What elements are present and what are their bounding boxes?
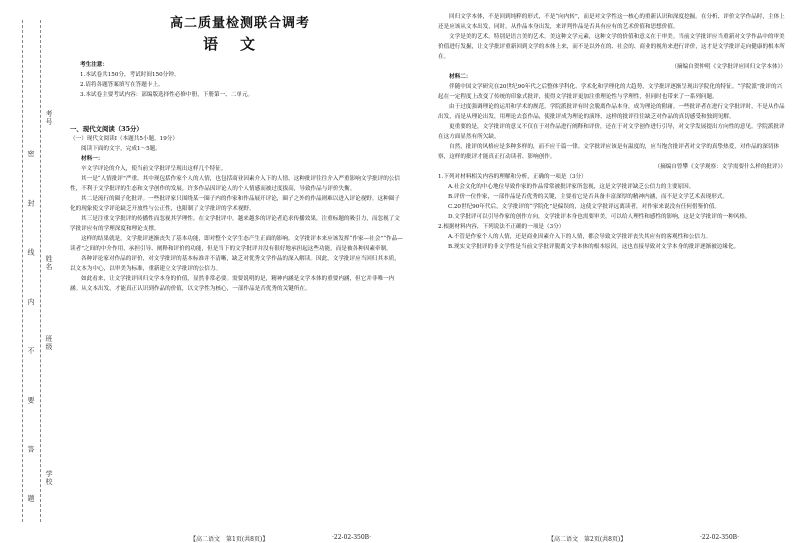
paragraph: 这样的结果就是，文学批评逐渐丧失了基本功能，即对整个文学生态产生正面的影响。文学批评本来应该发挥“作家—社会”“作品—读者”之间的中介作用，承担引导、阐释和评价的功能，但是当下的文学批评并没有很好地承担起这些功能，而是被各种因素牵制。 [70,236,403,252]
notice-block [80,60,400,100]
paragraph: 更重要的是，文学批评的意义不仅在于对作品进行阐释和评价，还在于对文学创作进行引导，对文学发展提出方向性的意见。学院派批评在这方面显然有所欠缺。 [438,124,785,140]
exam-code-footer: ·22-02-350B· [332,534,371,541]
notice-heading: 考生注意： [80,62,108,68]
section-heading: 一、现代文阅读（35分） [70,125,143,133]
instruction-text: 阅读下面的文字，完成1～5题。 [81,146,161,152]
left-page [70,0,410,542]
source-citation: （摘编自贺仲明《文学批评应回归文学本体》） [671,64,786,70]
question-1-option-b: B.评价一位作家，一部作品是否优秀的关键，主要看它是否具备丰富深厚的精神内涵，而不是文学艺术表现形式。 [448,194,728,200]
subsection-heading: （一）现代文阅读Ⅰ（本题共5小题，19分） [70,136,178,142]
paragraph: 其一是“人情批评”严重。其中现包括作家个人的人情，也包括商业因素介入下的人情。这种批评往往介入严重影响文学批评的公信性，不利于文学批评的生态和文学创作的发展。许多作品因评论人的个人情感而被过度拔高，导致作品与评价失衡。 [70,176,400,192]
question-1-option-c: C.20世纪90年代后，文学批评的“学院化”是偏误的，这使文学批评远离读者，对作家来说没有任何借鉴价值。 [448,204,720,210]
subject-title: 语文 [202,35,277,53]
source-citation: （摘编自曾攀《文学观察：文学需要什么样的批评》） [654,164,786,170]
seal-line-inner [40,20,41,522]
page-number-footer: 【高二语文 第1页(共8页)】 [190,536,269,543]
notice-item: 3.本试卷主要考试内容：部编版选择性必修中册，下册第一、二单元。 [80,92,254,98]
paragraph: 伴随中国文学研究在20世纪90年代之后整体学科化、学术化和学理化的大趋势，文学批评逐渐呈现出学院化的特征。“学院派”批评的兴起在一定程度上改变了传统的印象式批评，使得文学批评更加注重理论性与学理性，但同时也带来了一系列问题。 [438,84,783,100]
paragraph: 如此看来，让文学批评回归文学本身的价值，显然非常必要。需要说明的是，精神内涵是文学本体的重要内涵，但它并非唯一内涵。从文本出发，才能真正认识到作品的价值，以文学性为核心，一部作品是否优秀的关键所在。 [70,276,395,292]
notice-item: 2.请将各题答案填写在答题卡上。 [80,82,164,88]
page-number-footer: 【高二语文 第2页(共8页)】 [548,536,627,543]
paragraph: 文学是美的艺术，特别是语言美的艺术。美这种文学元素，这种文学的价值和意义在于审美。当前文学批评应当重新对文学作品中的审美价值进行发掘，让文学批评重新回到文学的本体上来，而不是以外在的、社会的、商业的视角来进行评价，这才是文学批评走向健康的根本所在。 [438,34,785,60]
question-2-option-b: B.现实文学批评的非文学性是当前文学批评脱离文学本体的根本原因，这也直接导致对文学本身的批评逐渐被边缘化。 [448,244,740,250]
question-1-option-d: D.文学批评可以引导作家的创作方向，文学批评本身也需要审美，可以给人理性和感性的影响，这是文学批评的一种风格。 [448,214,751,220]
binding-gutter [0,0,66,542]
name-label: 姓名 [45,255,53,271]
exam-code-footer: ·22-02-350B· [700,534,739,541]
material-label: 材料一： [81,156,104,162]
paragraph: 其三是注重文学批评的传播性而忽视其学理性。在文学批评中，越来越多的评论者追求传播效果，注重标题的吸引力，而忽视了文学批评应有的学理深度和理论支撑。 [70,216,400,232]
paragraph: 卒文学评论的介入，使当前文学批评呈现出这样几个特征。 [81,166,227,172]
paragraph: 由于过度强调理论的运用和学术的规范，学院派批评有时会脱离作品本身，成为理论的附庸。一些批评者在进行文学批评时，不是从作品出发，而是从理论出发，用理论去套作品，使批评成为理论的演绎，这样的批评往往缺乏对作品的真切感受和独到见解。 [438,104,785,120]
right-column-text [438,12,786,252]
reading-section [70,124,404,294]
notice-item: 1.本试卷共150分，考试时间150分钟。 [80,72,180,78]
seal-line-outer [22,20,23,522]
paragraph: 自然，批评的风格应是多种多样的，而不应千篇一律。文学批评应该是有温度的，应当饱含批评者对文学的真挚热爱，对作品的深切体察，这样的批评才能真正打动读者、影响创作。 [438,144,780,160]
question-1: 1.下列对材料相关内容的理解和分析，正确的一项是（3分） [438,174,587,180]
paragraph: 各种评论家对作品的评价，对文学批评的基本标准并不清晰，缺乏对优秀文学作品的深入解读。因此，文学批评应当回归其本质，以文本为中心，以审美为标准，重新建立文学批评的公信力。 [70,256,400,272]
school-label: 学校 [45,470,53,486]
question-1-option-a: A.社会文化的中心地位导致作家的作品常常被批评家所忽视，这是文学批评缺乏公信力的主要原因。 [448,184,695,190]
exam-number-label: 考号 [45,110,53,126]
material-label: 材料二： [449,74,472,80]
class-label: 班级 [45,335,53,351]
right-page [438,0,786,542]
exam-title: 高二质量检测联合调考 [169,16,310,31]
question-2-option-a: A.不管是作家个人的人情，还是商业因素介入下的人情，都会导致文学批评丧失其应有的客观性和公信力。 [448,234,712,240]
seal-warning: 密 封 线 内 不 要 答 题 [27,150,35,522]
question-2: 2.根据材料内容，下列说法不正确的一项是（3分） [438,224,565,230]
paragraph: 其二是流行的圈子化批评。一些批评家只围绕某一圈子内的作家和作品展开评论，圈子之外的作品则难以进入评论视野。这种圈子化的现象使文学评论缺乏开放性与公正性，也限制了文学批评的学术视野。 [70,196,400,212]
paragraph: 回归文学本体，不是回到纯粹的形式，不是“向内转”，而是对文学性这一核心的重新认识和深度挖掘。在分析、评价文学作品时，主体上还是应该从文本出发，同时，从作品本身出发，来评判作品是否具有应有的艺术价值和思想价值。 [438,14,785,30]
